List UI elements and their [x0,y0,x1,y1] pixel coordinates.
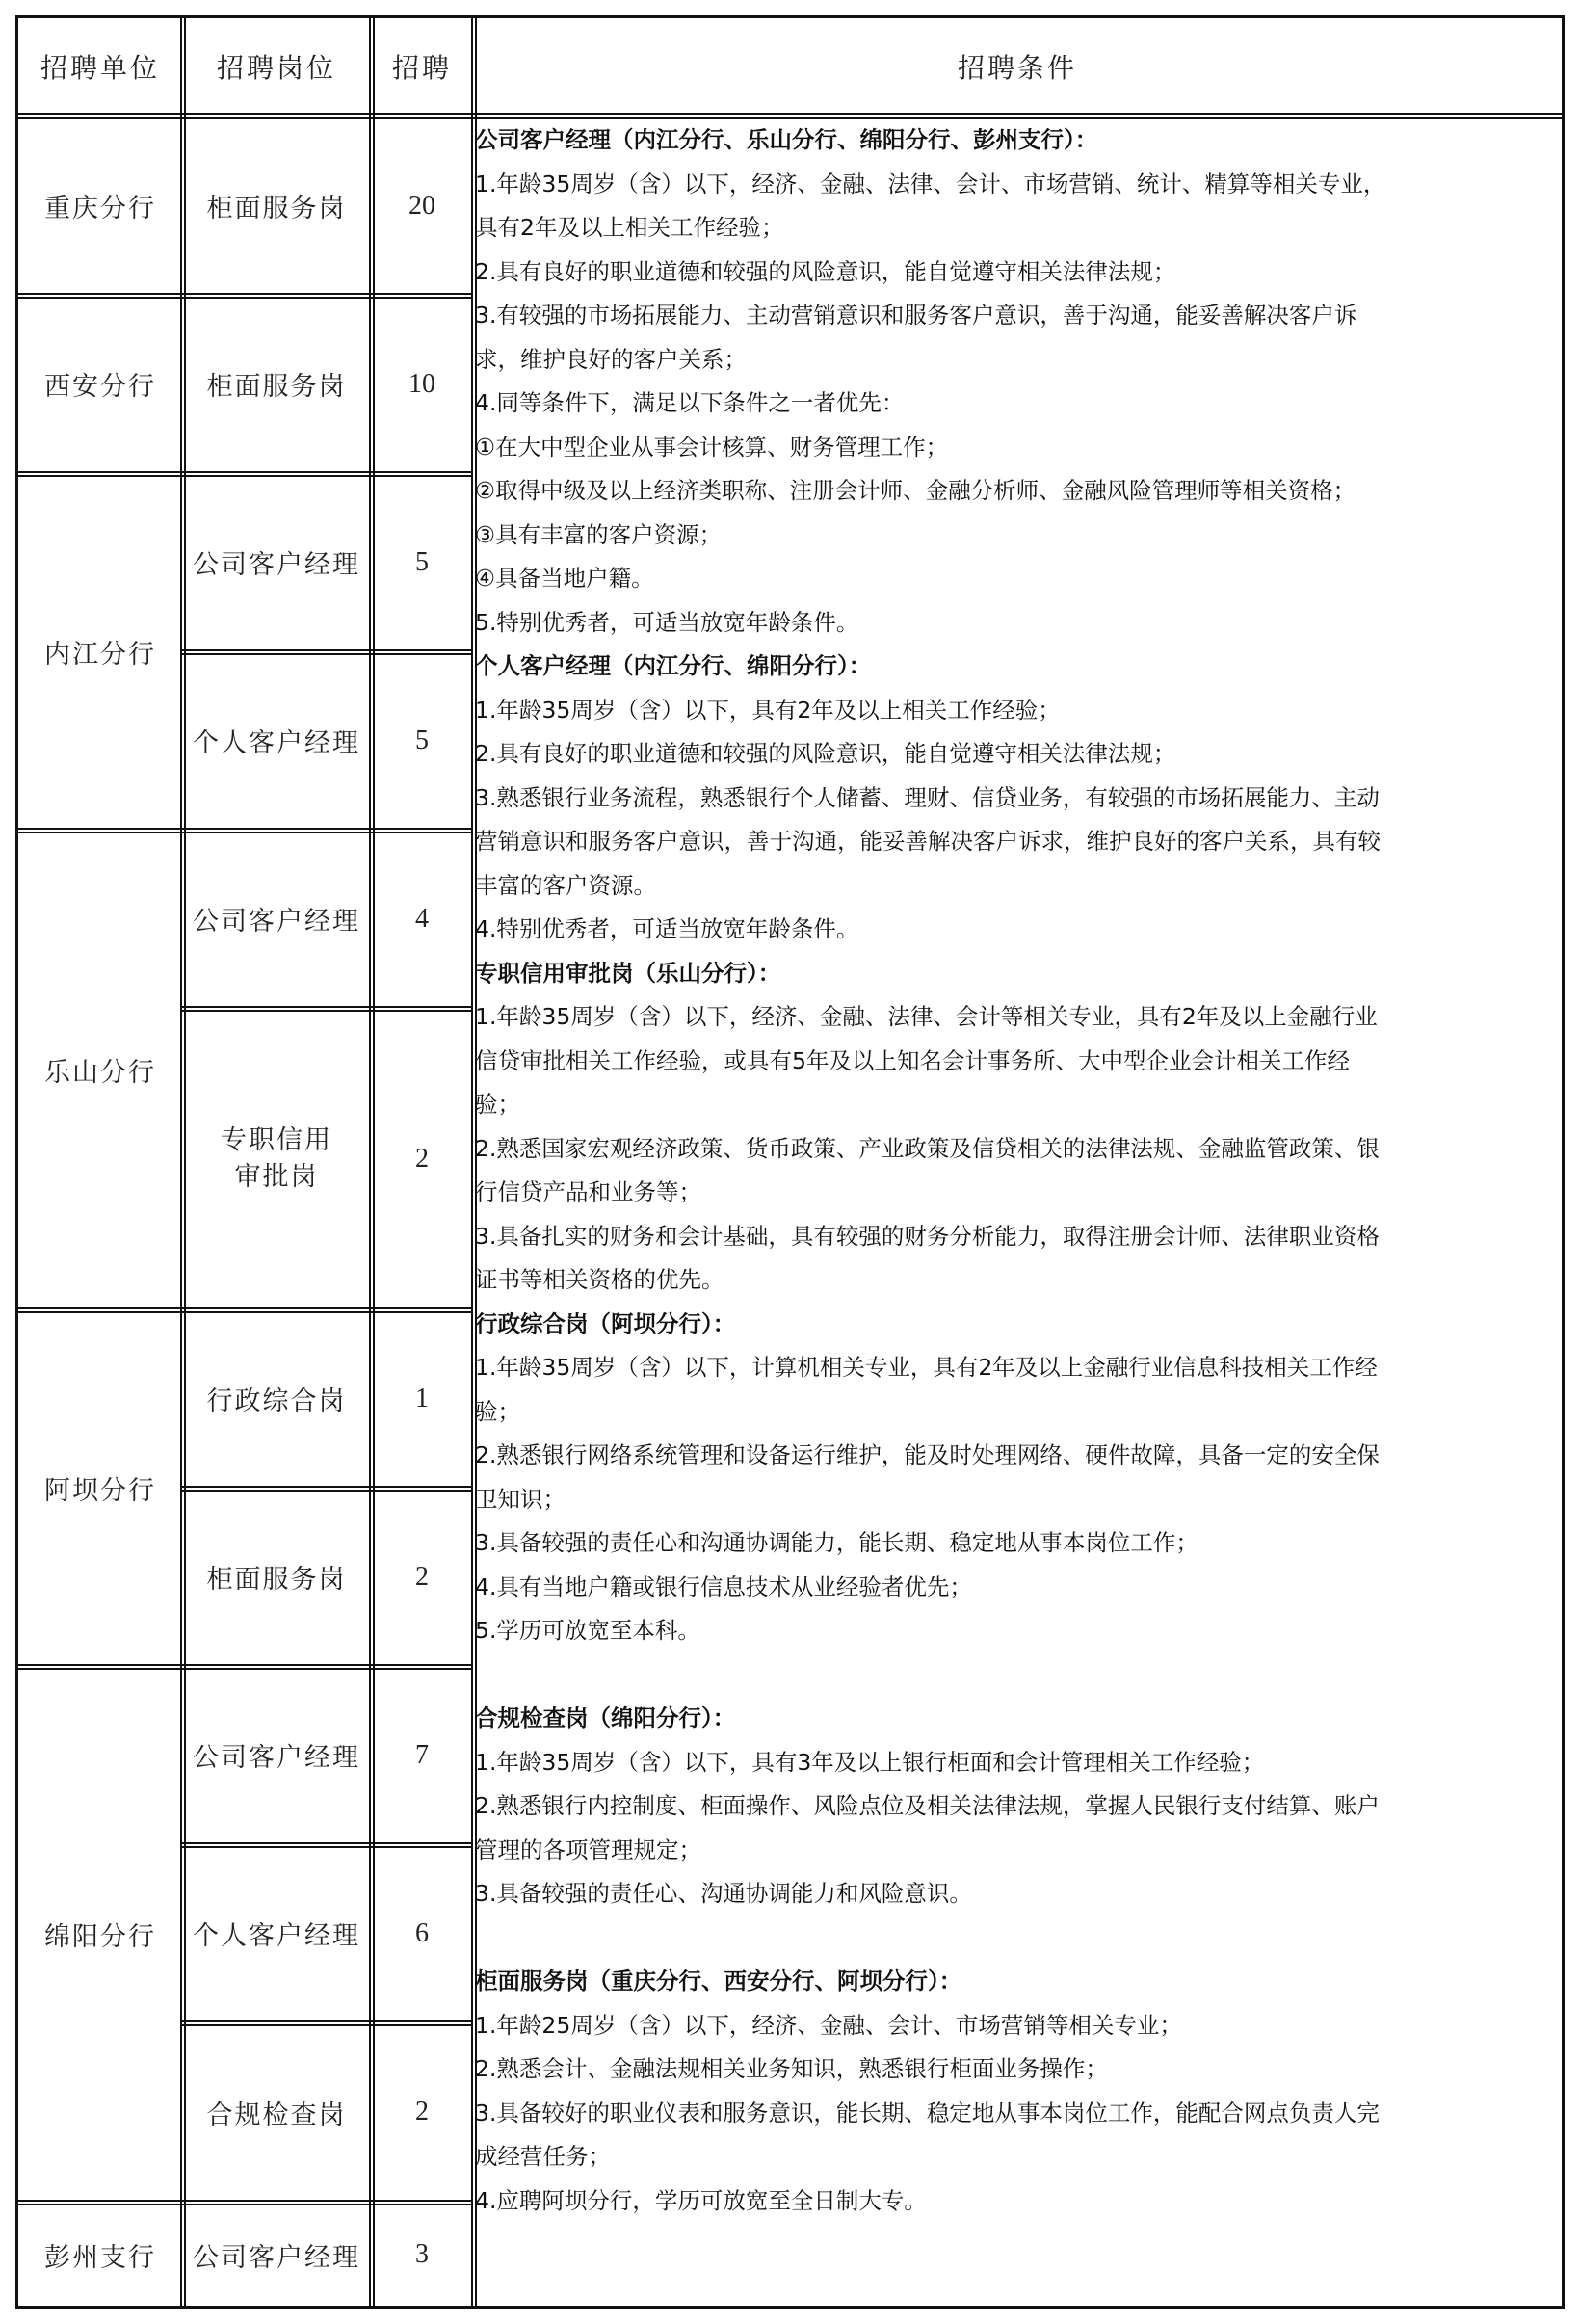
condition-line: 2.熟悉会计、金融法规相关业务知识，熟悉银行柜面业务操作； [475,2055,1108,2082]
count-cell: 7 [415,1739,429,1770]
position-cell: 柜面服务岗 [206,1565,347,1595]
count-cell: 2 [415,1143,429,1174]
position-cell: 公司客户经理 [193,907,360,937]
unit-pengzhou: 彭州支行 [44,2242,156,2273]
grid-line [180,18,182,2306]
condition-heading: 柜面服务岗（重庆分行、西安分行、阿坝分行）： [475,1967,962,1994]
condition-line: ①在大中型企业从事会计核算、财务管理工作； [475,433,949,461]
position-cell: 行政综合岗 [206,1386,347,1416]
condition-line: 2.熟悉银行内控制度、柜面操作、风险点位及相关法律法规，掌握人民银行支付结算、账户 [475,1792,1380,1819]
position-cell: 个人客户经理 [193,728,360,758]
condition-spacer [475,1916,1554,1961]
position-cell: 柜面服务岗 [206,194,347,224]
grid-line [18,1311,473,1313]
count-cell: 4 [415,903,429,934]
grid-line [18,1664,473,1666]
unit-mianyang: 绵阳分行 [44,1921,156,1952]
position-cell: 个人客户经理 [193,1921,360,1951]
header-conditions: 招聘条件 [957,52,1077,84]
condition-line: 3.具备扎实的财务和会计基础，具有较强的财务分析能力，取得注册会计师、法律职业资格 [475,1222,1380,1250]
condition-line: 1.年龄35周岁（含）以下，计算机相关专业，具有2年及以上金融行业信息科技相关工作经 [475,1354,1378,1381]
condition-heading: 行政综合岗（阿坝分行）： [475,1309,736,1337]
position-cell: 公司客户经理 [193,550,360,580]
grid-line [18,293,473,295]
position-cell: 合规检查岗 [206,2100,347,2130]
grid-line [18,832,473,833]
condition-line: 1.年龄35周岁（含）以下，具有3年及以上银行柜面和会计管理相关工作经验； [475,1748,1265,1776]
grid-line [18,297,473,299]
condition-line: 求，维护良好的客户关系； [475,345,747,373]
grid-line [18,2200,473,2202]
grid-line [18,828,473,830]
header-count: 招聘 [391,52,452,84]
header-unit: 招聘单位 [40,52,160,84]
condition-line: 1.年龄35周岁（含）以下，具有2年及以上相关工作经验； [475,696,1061,724]
position-cell: 公司客户经理 [193,2242,360,2273]
condition-line: 行信贷产品和业务等； [475,1178,701,1205]
position-cell: 公司客户经理 [193,1743,360,1773]
condition-heading: 个人客户经理（内江分行、绵阳分行）： [475,652,872,679]
count-cell: 2 [415,2097,429,2126]
condition-line: 证书等相关资格的优先。 [475,1266,724,1293]
condition-line: 4.具有当地户籍或银行信息技术从业经验者优先； [475,1572,972,1600]
grid-line [182,1006,473,1008]
grid-line [18,2204,473,2205]
count-cell: 20 [408,190,435,221]
condition-line: 4.同等条件下，满足以下条件之一者优先： [475,389,905,416]
condition-line: 3.有较强的市场拓展能力、主动营销意识和服务客户意识，善于沟通，能妥善解决客户诉 [475,302,1357,329]
condition-line: 1.年龄25周岁（含）以下，经济、金融、会计、市场营销等相关专业； [475,2011,1182,2039]
grid-line [182,649,473,651]
count-cell: 5 [415,546,429,577]
condition-line: ④具备当地户籍。 [475,565,654,592]
grid-line [182,653,473,655]
count-cell: 1 [415,1383,429,1413]
condition-line: 2.具有良好的职业道德和较强的风险意识，能自觉遵守相关法律法规； [475,257,1176,285]
condition-line: 3.具备较强的责任心、沟通协调能力和风险意识。 [475,1880,972,1907]
grid-line [18,1307,473,1309]
unit-aba: 阿坝分行 [44,1475,156,1506]
condition-line: 2.具有良好的职业道德和较强的风险意识，能自觉遵守相关法律法规； [475,740,1176,767]
position-cell: 柜面服务岗 [206,372,347,402]
recruitment-table [15,15,1565,2309]
condition-line: 具有2年及以上相关工作经验； [475,214,784,241]
grid-line [182,1490,473,1492]
grid-line [18,1668,473,1670]
grid-line [18,113,1562,115]
condition-heading: 专职信用审批岗（乐山分行）： [475,959,781,987]
condition-line: 验； [475,1397,520,1425]
position-cell-credit-approval [182,1010,371,1307]
conditions-text [475,119,1554,2223]
condition-line: ③具有丰富的客户资源； [475,520,723,548]
condition-line: 成经营任务； [475,2143,611,2170]
unit-leshan: 乐山分行 [44,1057,156,1088]
condition-line: 丰富的客户资源。 [475,871,656,899]
grid-line [182,1486,473,1488]
grid-line [182,1842,473,1844]
condition-line: 2.熟悉银行网络系统管理和设备运行维护，能及时处理网络、硬件故障，具备一定的安全保 [475,1441,1380,1468]
condition-spacer [475,1653,1554,1698]
condition-line: ②取得中级及以上经济类职称、注册会计师、金融分析师、金融风险管理师等相关资格； [475,477,1356,504]
condition-line: 1.年龄35周岁（含）以下，经济、金融、法律、会计等相关专业，具有2年及以上金融行业 [475,1003,1378,1030]
condition-heading: 合规检查岗（绵阳分行）： [475,1704,736,1731]
condition-line: 2.熟悉国家宏观经济政策、货币政策、产业政策及信贷相关的法律法规、金融监管政策、银 [475,1134,1380,1162]
grid-line [182,2020,473,2022]
unit-chongqing: 重庆分行 [44,194,156,224]
condition-line: 4.特别优秀者，可适当放宽年龄条件。 [475,915,859,942]
condition-line: 3.熟悉银行业务流程，熟悉银行个人储蓄、理财、信贷业务，有较强的市场拓展能力、主动 [475,783,1380,811]
count-cell: 5 [415,725,429,755]
grid-line [471,18,473,2306]
grid-line [369,18,371,2306]
unit-neijiang: 内江分行 [44,639,156,670]
grid-line [18,475,473,477]
position-line: 审批岗 [234,1161,319,1192]
grid-line [182,1846,473,1848]
grid-line [182,1010,473,1012]
condition-line: 卫知识； [475,1485,566,1513]
grid-line [184,18,186,2306]
condition-line: 信贷审批相关工作经验，或具有5年及以上知名会计事务所、大中型企业会计相关工作经 [475,1046,1350,1074]
count-cell: 3 [415,2239,429,2269]
condition-line: 1.年龄35周岁（含）以下，经济、金融、法律、会计、市场营销、统计、精算等相关专业， [475,170,1386,198]
condition-line: 验； [475,1091,520,1118]
condition-line: 管理的各项管理规定； [475,1835,701,1863]
count-cell: 6 [415,1917,429,1948]
condition-line: 3.具备较强的责任心和沟通协调能力，能长期、稳定地从事本岗位工作； [475,1529,1198,1556]
grid-line [373,18,375,2306]
condition-line: 营销意识和服务客户意识，善于沟通，能妥善解决客户诉求，维护良好的客户关系，具有较 [475,828,1381,855]
count-cell: 2 [415,1561,429,1592]
unit-xian: 西安分行 [44,372,156,402]
condition-heading: 公司客户经理（内江分行、乐山分行、绵阳分行、彭州支行）： [475,126,1098,153]
grid-line [182,2024,473,2026]
position-line: 专职信用 [221,1124,332,1155]
recruitment-document [15,15,1565,2309]
condition-line: 3.具备较好的职业仪表和服务意识，能长期、稳定地从事本岗位工作，能配合网点负责人完 [475,2099,1380,2126]
count-cell: 10 [408,368,435,399]
header-position: 招聘岗位 [216,52,336,84]
condition-line: 5.特别优秀者，可适当放宽年龄条件。 [475,608,859,636]
grid-line [18,471,473,473]
condition-line: 5.学历可放宽至本科。 [475,1617,700,1644]
condition-line: 4.应聘阿坝分行，学历可放宽至全日制大专。 [475,2186,927,2214]
